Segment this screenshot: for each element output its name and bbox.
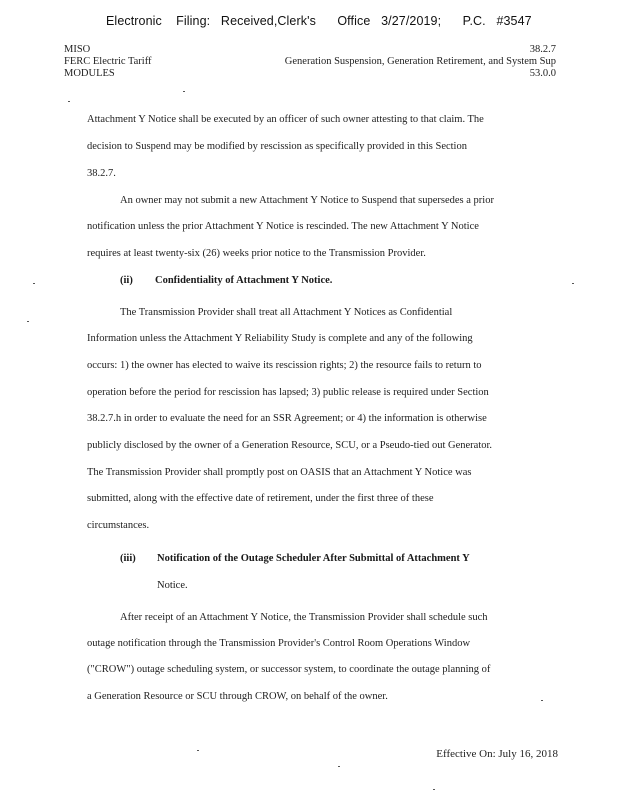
body-line: 38.2.7.h in order to evaluate the need for an SSR Agreement; or 4) the information is otherwise bbox=[87, 413, 487, 424]
section-ii-title: Confidentiality of Attachment Y Notice. bbox=[155, 275, 333, 286]
body-line: Attachment Y Notice shall be executed by an officer of such owner attesting to that claim. The bbox=[87, 114, 484, 125]
body-line: submitted, along with the effective date of retirement, under the first three of these bbox=[87, 493, 434, 504]
scan-speck bbox=[433, 789, 435, 790]
header-section-title: Generation Suspension, Generation Retirement, and System Sup bbox=[284, 56, 556, 67]
section-ii-number: (ii) bbox=[120, 275, 133, 286]
body-line: publicly disclosed by the owner of a Generation Resource, SCU, or a Pseudo-tied out Generator. bbox=[87, 440, 493, 451]
header-module: MODULES bbox=[64, 68, 115, 79]
body-line: Information unless the Attachment Y Reliability Study is complete and any of the following bbox=[87, 333, 473, 344]
header-left bbox=[64, 44, 152, 80]
body-line: outage notification through the Transmission Provider's Control Room Operations Window bbox=[87, 638, 471, 649]
body-line: An owner may not submit a new Attachment Y Notice to Suspend that supersedes a prior bbox=[120, 195, 494, 206]
scan-speck bbox=[27, 321, 29, 322]
body-line: decision to Suspend may be modified by rescission as specifically provided in this Section bbox=[87, 141, 467, 152]
effective-date: Effective On: July 16, 2018 bbox=[436, 748, 558, 760]
header-tariff: FERC Electric Tariff bbox=[64, 56, 152, 67]
body-line: requires at least twenty-six (26) weeks prior notice to the Transmission Provider. bbox=[87, 248, 426, 259]
body-line: operation before the period for rescission has lapsed; 3) public release is required under Section bbox=[87, 387, 489, 398]
body-line: The Transmission Provider shall treat all Attachment Y Notices as Confidential bbox=[120, 307, 453, 318]
header-section-number: 38.2.7 bbox=[529, 44, 556, 55]
scan-speck bbox=[183, 91, 185, 92]
scan-speck bbox=[68, 101, 70, 102]
body-line: notification unless the prior Attachment Y Notice is rescinded. The new Attachment Y Notice bbox=[87, 221, 479, 232]
body-line: ("CROW") outage scheduling system, or successor system, to coordinate the outage planning of bbox=[87, 664, 491, 675]
body-line: The Transmission Provider shall promptly post on OASIS that an Attachment Y Notice was bbox=[87, 467, 472, 478]
section-iii-title-cont: Notice. bbox=[157, 580, 188, 591]
scan-speck bbox=[541, 700, 543, 701]
body-line: a Generation Resource or SCU through CROW, on behalf of the owner. bbox=[87, 691, 388, 702]
body-line: After receipt of an Attachment Y Notice, the Transmission Provider shall schedule such bbox=[120, 612, 488, 623]
header-right bbox=[285, 44, 556, 80]
header-version: 53.0.0 bbox=[529, 68, 556, 79]
body-line: occurs: 1) the owner has elected to waive its rescission rights; 2) the resource fails to return to bbox=[87, 360, 482, 371]
body-line: circumstances. bbox=[87, 520, 150, 531]
scan-speck bbox=[33, 283, 35, 284]
filing-stamp: Electronic Filing: Received,Clerk's Office 3/27/2019; P.C. #3547 bbox=[106, 14, 532, 28]
section-iii-number: (iii) bbox=[120, 553, 136, 564]
section-iii-title: Notification of the Outage Scheduler After Submittal of Attachment Y bbox=[157, 553, 470, 564]
header-org: MISO bbox=[64, 44, 91, 55]
scan-speck bbox=[572, 283, 574, 284]
body-line: 38.2.7. bbox=[87, 168, 116, 179]
scan-speck bbox=[338, 766, 340, 767]
scan-speck bbox=[197, 750, 199, 751]
